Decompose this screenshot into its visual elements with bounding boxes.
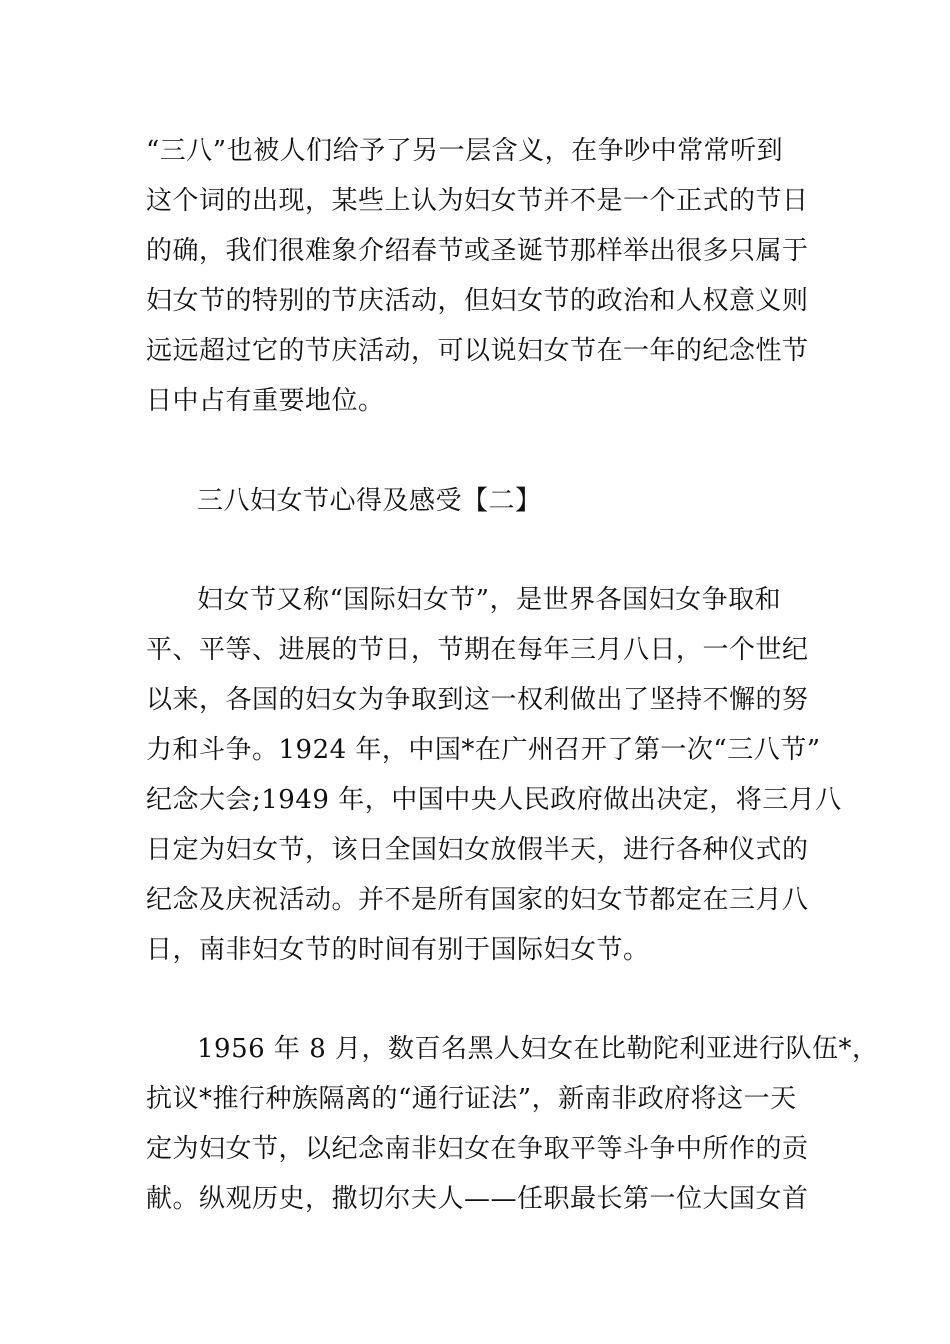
paragraph-2-line-4: 力和斗争。1924 年，中国*在广州召开了第一次“三八节” xyxy=(146,735,821,765)
paragraph-1-line-5: 远远超过它的节庆活动，可以说妇女节在一年的纪念性节 xyxy=(146,336,809,366)
paragraph-1-line-3: 的确，我们很难象介绍春节或圣诞节那样举出很多只属于 xyxy=(146,236,809,266)
paragraph-1-line-6: 日中占有重要地位。 xyxy=(146,386,385,416)
paragraph-3-line-2: 抗议*推行种族隔离的“通行证法”，新南非政府将这一天 xyxy=(146,1084,797,1114)
paragraph-2-line-7: 纪念及庆祝活动。并不是所有国家的妇女节都定在三月八 xyxy=(146,885,809,915)
paragraph-2-line-2: 平、平等、进展的节日，节期在每年三月八日，一个世纪 xyxy=(146,635,809,665)
paragraph-3-line-1: 1956 年 8 月，数百名黑人妇女在比勒陀利亚进行队伍*， xyxy=(197,1034,879,1064)
paragraph-2-line-1: 妇女节又称“国际妇女节”，是世界各国妇女争取和 xyxy=(197,585,782,615)
paragraph-3-line-4: 献。纵观历史，撒切尔夫人——任职最长第一位大国女首 xyxy=(146,1184,809,1214)
paragraph-2-line-6: 日定为妇女节，该日全国妇女放假半天，进行各种仪式的 xyxy=(146,835,809,865)
section-heading: 三八妇女节心得及感受【二】 xyxy=(197,486,542,516)
paragraph-2-line-8: 日，南非妇女节的时间有别于国际妇女节。 xyxy=(146,935,650,965)
paragraph-2-line-5: 纪念大会;1949 年，中国中央人民政府做出决定，将三月八 xyxy=(146,785,842,815)
paragraph-1-line-2: 这个词的出现，某些上认为妇女节并不是一个正式的节日 xyxy=(146,186,809,216)
paragraph-2-line-3: 以来，各国的妇女为争取到这一权利做出了坚持不懈的努 xyxy=(146,685,809,715)
paragraph-1-line-1: “三八”也被人们给予了另一层含义，在争吵中常常听到 xyxy=(146,136,784,166)
paragraph-1-line-4: 妇女节的特别的节庆活动，但妇女节的政治和人权意义则 xyxy=(146,286,809,316)
paragraph-3-line-3: 定为妇女节，以纪念南非妇女在争取平等斗争中所作的贡 xyxy=(146,1134,809,1164)
